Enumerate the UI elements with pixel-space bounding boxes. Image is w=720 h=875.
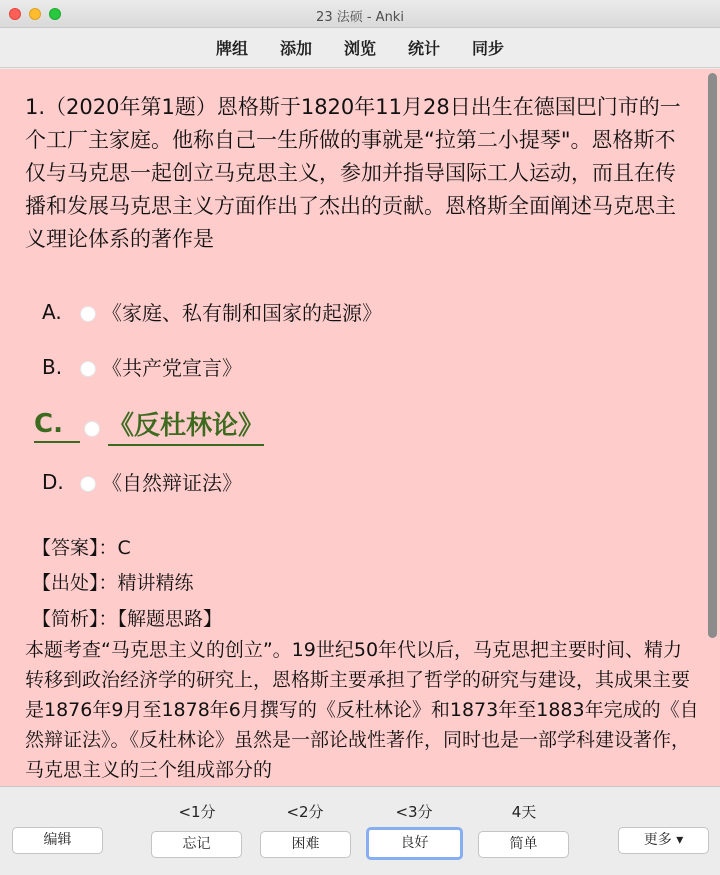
option-a[interactable] [42, 297, 382, 326]
toolbar-stats-link[interactable]: 统计 [408, 39, 441, 58]
option-b-radio[interactable] [80, 361, 96, 377]
toolbar-decks-link[interactable]: 牌组 [215, 39, 248, 58]
toolbar-sync-link[interactable]: 同步 [472, 39, 505, 58]
card-content-area [0, 69, 720, 786]
option-a-letter: A. [42, 299, 62, 324]
toolbar-browse-link[interactable]: 浏览 [343, 39, 376, 58]
title-bar [0, 0, 720, 28]
again-button[interactable]: 忘记 [151, 831, 242, 858]
easy-interval: 4天 [511, 803, 537, 821]
easy-button[interactable]: 简单 [478, 831, 569, 858]
good-button[interactable]: 良好 [366, 827, 463, 860]
option-c-letter: C. [34, 409, 80, 443]
good-interval: <3分 [395, 803, 433, 821]
option-d-radio[interactable] [80, 476, 96, 492]
review-bar [0, 786, 720, 875]
question-text: 1.（2020年第1题）恩格斯于1820年11月28日出生在德国巴门市的一个工厂主家庭。他称自己一生所做的事就是“拉第二小提琴"。恩格斯不仅与马克思一起创立马克思主义，参加并指导国际工人运动，而且在传播和发展马克思主义方面作出了杰出的贡献。恩格斯全面阐述马克思主义理论体系的著作是 [25, 95, 681, 251]
option-d[interactable] [42, 467, 242, 496]
option-c-correct[interactable] [34, 405, 264, 446]
hard-interval: <2分 [286, 803, 324, 821]
option-d-text: 《自然辩证法》 [102, 471, 242, 495]
option-b-text: 《共产党宣言》 [102, 356, 242, 380]
option-a-text: 《家庭、私有制和国家的起源》 [102, 301, 382, 325]
option-c-text: 《反杜林论》 [108, 405, 264, 446]
hard-button[interactable]: 困难 [260, 831, 351, 858]
option-c-radio[interactable] [84, 421, 100, 437]
main-toolbar [0, 28, 720, 68]
edit-button[interactable]: 编辑 [12, 827, 103, 854]
option-b[interactable] [42, 352, 242, 381]
analysis-label: 【简析】：【解题思路】 [32, 608, 223, 630]
window-title: 23 法硕 - Anki [316, 10, 404, 25]
again-interval: <1分 [178, 803, 216, 821]
source-line: 【出处】：精讲精练 [32, 572, 194, 594]
more-button[interactable]: 更多 ▾ [618, 827, 709, 854]
option-a-radio[interactable] [80, 306, 96, 322]
option-d-letter: D. [42, 469, 64, 494]
answer-line: 【答案】：C [32, 537, 131, 559]
option-b-letter: B. [42, 354, 63, 379]
analysis-text: 本题考查“马克思主义的创立”。19世纪50年代以后，马克思把主要时间、精力转移到政治经济学的研究上，恩格斯主要承担了哲学的研究与建设，其成果主要是1876年9月至1878年6月撰写的《反杜林论》和1873年至1883年完成的《自然辩证法》。《反杜林论》虽然是一部论战性著作，同时也是一部学科建设著作，马克思主义的三个组成部分的 [25, 639, 699, 781]
toolbar-add-link[interactable]: 添加 [279, 39, 312, 58]
content-scrollbar[interactable] [708, 73, 717, 638]
